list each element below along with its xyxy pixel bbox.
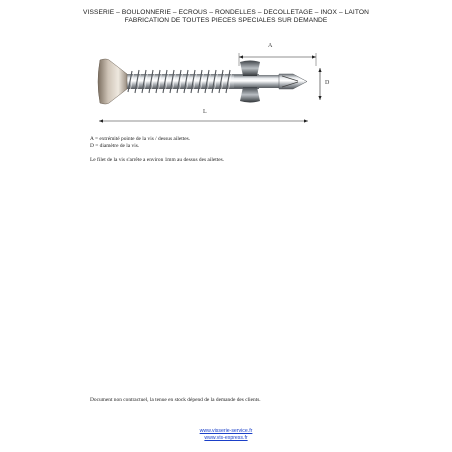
label-a: A (268, 43, 273, 49)
header-line-1: VISSERIE – BOULONNERIE – ECROUS – RONDELLES – DECOLLETAGE – INOX – LAITON (83, 9, 369, 16)
label-l: L (203, 109, 207, 115)
header-line-2: FABRICATION DE TOUTES PIECES SPECIALES SUR DEMANDE (124, 17, 328, 25)
disclaimer-text: Document non contractuel, la tenue en stock dépend de la demande des clients. (90, 397, 261, 403)
page-header (0, 9, 452, 25)
label-d: D (325, 80, 330, 86)
wing-bottom (240, 87, 260, 103)
screw-head (98, 59, 127, 104)
screw-figure (84, 40, 344, 130)
dimension-d (318, 68, 321, 100)
notes-block (90, 136, 390, 165)
note-d: D = diamètre de la vis. (90, 143, 140, 150)
screw-illustration (84, 40, 344, 130)
link-visserie-service[interactable]: www.visserie-service.fr (199, 428, 253, 434)
wing-top (240, 61, 260, 77)
link-vis-express[interactable]: www.vis-express.fr (204, 434, 248, 441)
dimension-l (99, 119, 308, 122)
note-a: A = extrémité pointe de la vis / dessus ailettes. (90, 136, 191, 142)
footer-links (0, 428, 452, 441)
note-thread: Le filet de la vis s'arrête a environ 1mm au dessus des ailettes. (90, 157, 225, 164)
